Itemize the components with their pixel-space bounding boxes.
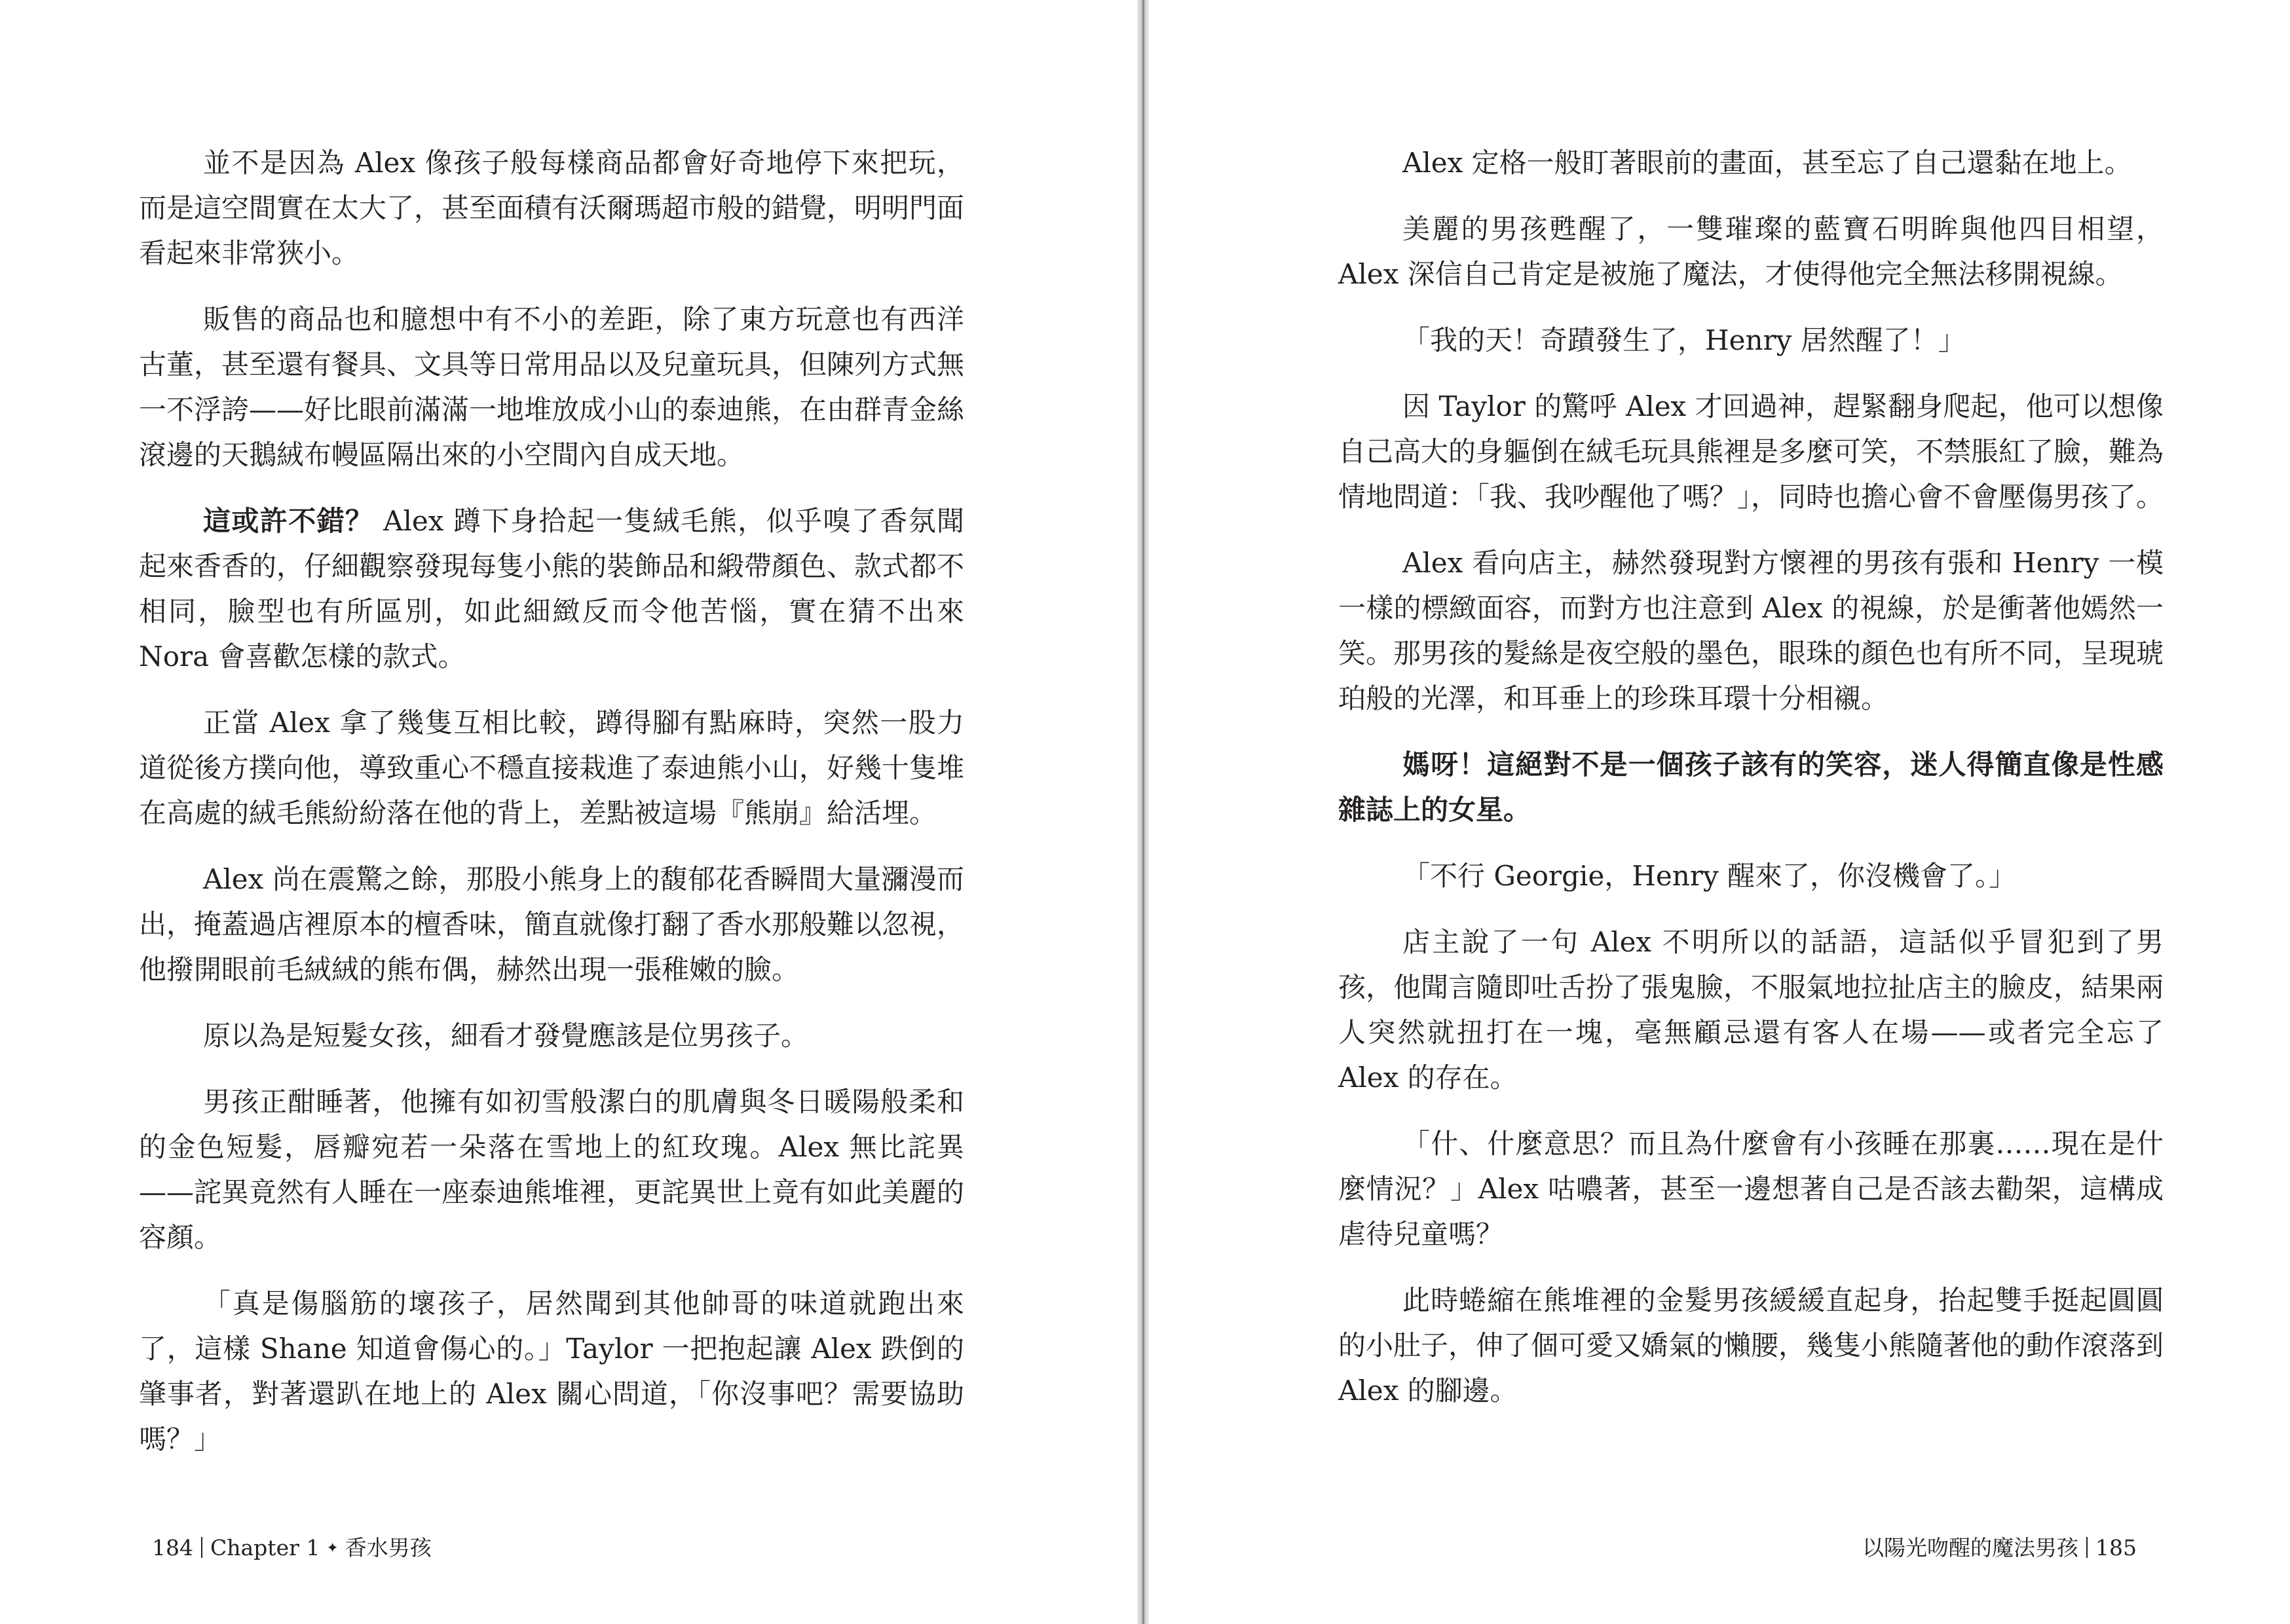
paragraph: Alex 定格一般盯著眼前的畫面，甚至忘了自己還黏在地上。	[1402, 147, 2132, 179]
paragraph: 「真是傷腦筋的壞孩子，居然聞到其他帥哥的味道就跑出來了，這樣 Shane 知道會傷心的。」Taylor 一把抱起讓 Alex 跌倒的肇事者，對著還趴在地上的 Alex 關心問道，「你沒事吧？需要協助嗎？」	[139, 1287, 964, 1455]
paragraph: 原以為是短髮女孩，細看才發覺應該是位男孩子。	[203, 1020, 809, 1052]
gutter-divider	[1142, 0, 1144, 1624]
paragraph: 正當 Alex 拿了幾隻互相比較，蹲得腳有點麻時，突然一股力道從後方撲向他，導致重心不穩直接栽進了泰迪熊小山，好幾十隻堆在高處的絨毛熊紛紛落在他的背上，差點被這場『熊崩』給活埋。	[139, 707, 965, 829]
paragraph: 「不行 Georgie，Henry 醒來了，你沒機會了。」	[1402, 860, 2016, 892]
paragraph: Alex 尚在震驚之餘，那股小熊身上的馥郁花香瞬間大量瀰漫而出，掩蓋過店裡原本的檀香味，簡直就像打翻了香水那般難以忽視，他撥開眼前毛絨絨的熊布偶，赫然出現一張稚嫩的臉。	[139, 863, 965, 986]
page-number: 184	[152, 1535, 193, 1560]
emphasis-text: 這或許不錯？	[203, 505, 374, 537]
paragraph	[139, 498, 964, 679]
footer-separator	[201, 1537, 202, 1558]
paragraph: 此時蜷縮在熊堆裡的金髮男孩緩緩直起身，抬起雙手挺起圓圓的小肚子，伸了個可愛又嬌氣的懶腰，幾隻小熊隨著他的動作滾落到 Alex 的腳邊。	[1338, 1284, 2164, 1407]
paragraph: 男孩正酣睡著，他擁有如初雪般潔白的肌膚與冬日暖陽般柔和的金色短髮，唇瓣宛若一朵落在雪地上的紅玫瑰。Alex 無比詫異——詫異竟然有人睡在一座泰迪熊堆裡，更詫異世上竟有如此美麗的容顏。	[139, 1086, 965, 1253]
book-title: 以陽光吻醒的魔法男孩	[1862, 1535, 2078, 1560]
right-page-body	[1338, 140, 2164, 1434]
paragraph: 店主說了一句 Alex 不明所以的話語，這話似乎冒犯到了男孩，他聞言隨即吐舌扮了張鬼臉，不服氣地拉扯店主的臉皮，結果兩人突然就扭打在一塊，毫無顧忌還有客人在場——或者完全忘了 Alex 的存在。	[1338, 926, 2164, 1094]
paragraph-text: Alex 蹲下身拾起一隻絨毛熊，似乎嗅了香氛聞起來香香的，仔細觀察發現每隻小熊的裝飾品和緞帶顏色、款式都不相同，臉型也有所區別，如此細緻反而令他苦惱，實在猜不出來 Nora 會喜歡怎樣的款式。	[139, 505, 965, 673]
chapter-title: 香水男孩	[345, 1535, 432, 1560]
left-page-footer	[152, 1531, 432, 1562]
paragraph: 「什、什麼意思？而且為什麼會有小孩睡在那裏……現在是什麼情況？」Alex 咕噥著，甚至一邊想著自己是否該去勸架，這構成虐待兒童嗎？	[1338, 1128, 2164, 1250]
paragraph: 美麗的男孩甦醒了，一雙璀璨的藍寶石明眸與他四目相望，Alex 深信自己肯定是被施了魔法，才使得他完全無法移開視線。	[1338, 213, 2164, 290]
left-page-body	[139, 140, 964, 1483]
chapter-label: Chapter 1	[210, 1535, 320, 1560]
right-page-footer	[1862, 1531, 2137, 1562]
page-number: 185	[2095, 1535, 2137, 1560]
paragraph: 並不是因為 Alex 像孩子般每樣商品都會好奇地停下來把玩，而是這空間實在太大了，甚至面積有沃爾瑪超市般的錯覺，明明門面看起來非常狹小。	[139, 147, 965, 269]
emphasis-paragraph: 媽呀！這絕對不是一個孩子該有的笑容，迷人得簡直像是性感雜誌上的女星。	[1338, 748, 2164, 826]
paragraph: 「我的天！奇蹟發生了，Henry 居然醒了！」	[1402, 324, 1966, 356]
paragraph: 因 Taylor 的驚呼 Alex 才回過神，趕緊翻身爬起，他可以想像自己高大的身軀倒在絨毛玩具熊裡是多麼可笑，不禁脹紅了臉，難為情地問道：「我、我吵醒他了嗎？」，同時也擔心會不會壓傷男孩了。	[1338, 390, 2164, 513]
paragraph: Alex 看向店主，赫然發現對方懷裡的男孩有張和 Henry 一模一樣的標緻面容，而對方也注意到 Alex 的視線，於是衝著他嫣然一笑。那男孩的髮絲是夜空般的墨色，眼珠的顏色也有所不同，呈現琥珀般的光澤，和耳垂上的珍珠耳環十分相襯。	[1338, 547, 2164, 714]
footer-separator	[2086, 1537, 2088, 1558]
diamond-icon: ✦	[326, 1540, 339, 1557]
paragraph: 販售的商品也和臆想中有不小的差距，除了東方玩意也有西洋古董，甚至還有餐具、文具等日常用品以及兒童玩具，但陳列方式無一不浮誇——好比眼前滿滿一地堆放成小山的泰迪熊，在由群青金絲滾邊的天鵝絨布幔區隔出來的小空間內自成天地。	[139, 303, 965, 471]
